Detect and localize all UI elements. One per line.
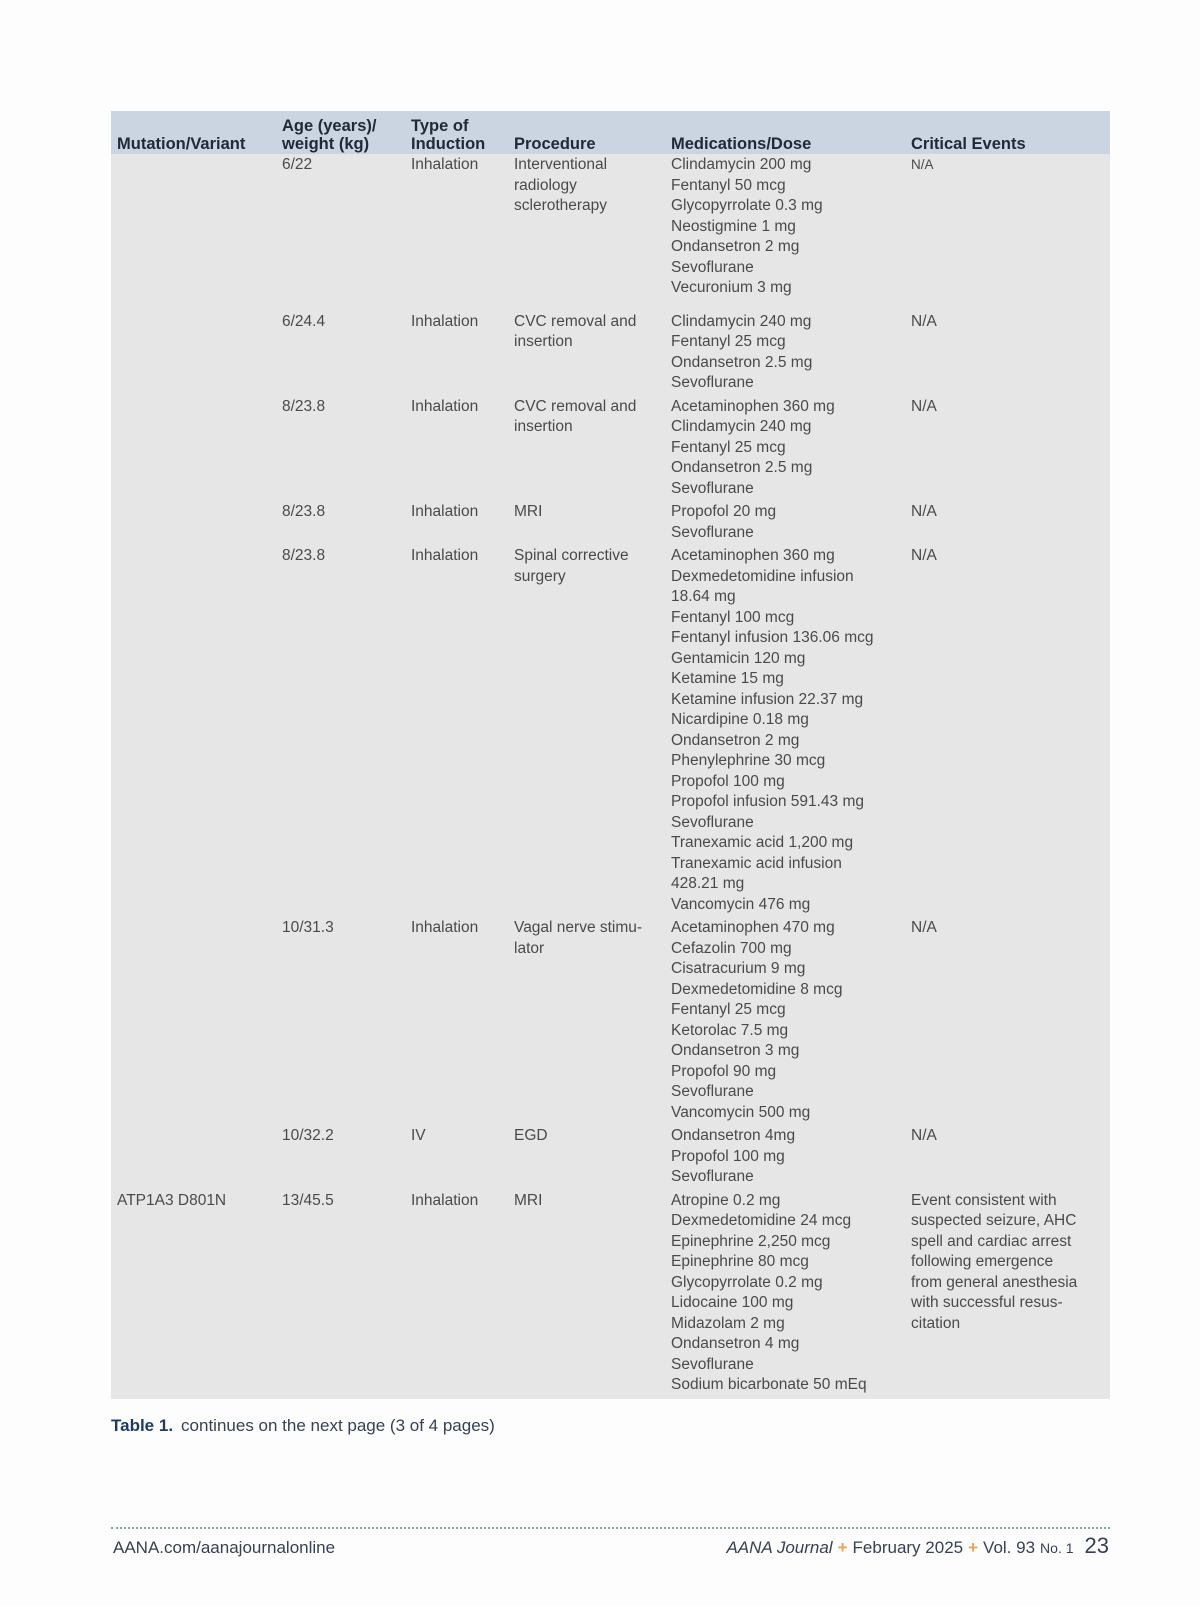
cell-induction: Inhalation (411, 1191, 479, 1209)
header-age-weight: Age (years)/ weight (kg) (276, 111, 405, 154)
footer-journal: AANA Journal (726, 1538, 833, 1557)
table-header-row (111, 111, 1110, 154)
cell-procedure-line: radiology (514, 176, 577, 194)
cell-procedure-line: insertion (514, 418, 573, 435)
cell-procedure-line: MRI (514, 503, 543, 520)
cell-critical-events (905, 396, 1110, 502)
cell-critical-events-line: N/A (911, 503, 937, 520)
cell-induction: Inhalation (411, 503, 479, 520)
cell-medications-line: Ondansetron 2 mg (671, 731, 800, 749)
cell-medications-line: Sevoflurane (671, 523, 754, 541)
cell-medications-line: Sevoflurane (671, 374, 754, 391)
cell-medications-line: Propofol 100 mg (671, 1147, 785, 1165)
cell-age-weight: 6/22 (282, 156, 313, 173)
cell-medications-line: Cisatracurium 9 mg (671, 960, 806, 977)
cell-procedure (508, 396, 665, 502)
cell-procedure (508, 1190, 665, 1399)
cell-medications-line: Ondansetron 3 mg (671, 1042, 800, 1059)
caption-text: continues on the next page (3 of 4 pages) (181, 1416, 495, 1435)
header-medications: Medications/Dose (665, 111, 905, 154)
cell-medications-line: Sevoflurane (671, 1168, 754, 1185)
cell-medications-line: Ketamine 15 mg (671, 670, 784, 687)
cell-medications-line: Fentanyl 25 mcg (671, 438, 786, 456)
cell-procedure-line: Interventional (514, 156, 608, 173)
table-caption (111, 1416, 495, 1436)
cell-medications-line: Ondansetron 2.5 mg (671, 353, 813, 371)
cell-critical-events (905, 917, 1110, 1125)
cell-medications (665, 1125, 905, 1190)
cell-medications-line: Sevoflurane (671, 1083, 754, 1100)
cell-medications-line: Propofol 20 mg (671, 503, 777, 520)
cell-procedure-line: CVC removal and (514, 397, 637, 415)
cell-procedure-line: insertion (514, 333, 573, 350)
cell-medications (665, 154, 905, 311)
footer-issue: No. 1 (1040, 1540, 1074, 1556)
cell-age-weight: 10/32.2 (282, 1127, 334, 1144)
cell-medications-line: Cefazolin 700 mg (671, 939, 792, 957)
cell-medications-line: Ketamine infusion 22.37 mg (671, 690, 864, 708)
cell-medications-line: Acetaminophen 360 mg (671, 547, 835, 564)
cell-medications-line: Sevoflurane (671, 813, 754, 831)
cell-medications-line: Glycopyrrolate 0.3 mg (671, 197, 823, 214)
cell-critical-events-line: spell and cardiac arrest (911, 1232, 1072, 1250)
cell-critical-events-line: from general anesthesia (911, 1273, 1078, 1291)
page-number: 23 (1084, 1533, 1109, 1558)
cell-critical-events-line: suspected seizure, AHC (911, 1212, 1077, 1229)
caption-label: Table 1. (111, 1416, 174, 1435)
cell-medications-line: Ondansetron 4mg (671, 1127, 796, 1144)
cell-medications (665, 311, 905, 396)
cell-mutation (111, 1125, 276, 1190)
cell-medications (665, 1190, 905, 1399)
table-row (111, 154, 1110, 311)
cell-mutation (111, 154, 276, 311)
cell-critical-events-line: N/A (911, 157, 934, 172)
cell-critical-events-line: Event consistent with (911, 1191, 1057, 1209)
cell-age-weight: 10/31.3 (282, 919, 334, 936)
cell-age-weight: 13/45.5 (282, 1191, 334, 1209)
cell-procedure-line: sclerotherapy (514, 197, 608, 214)
cell-medications-line: Atropine 0.2 mg (671, 1191, 781, 1209)
cell-critical-events-line: following emergence (911, 1253, 1054, 1270)
cell-procedure-line: MRI (514, 1191, 543, 1209)
cell-critical-events (905, 154, 1110, 311)
cell-mutation (111, 545, 276, 917)
cell-medications-line: Gentamicin 120 mg (671, 649, 806, 667)
cell-medications-line: Propofol 100 mg (671, 772, 785, 790)
header-mutation: Mutation/Variant (111, 111, 276, 154)
cell-critical-events-line: citation (911, 1314, 961, 1332)
cell-medications-line: Clindamycin 240 mg (671, 418, 812, 435)
footer-date: February 2025 (852, 1538, 964, 1557)
cell-critical-events-line: with successful resus- (911, 1294, 1063, 1311)
cell-critical-events (905, 545, 1110, 917)
cell-medications-line: Propofol infusion 591.43 mg (671, 793, 865, 810)
cell-medications (665, 917, 905, 1125)
cell-procedure-line: lator (514, 939, 545, 957)
cell-medications-line: Epinephrine 2,250 mcg (671, 1232, 831, 1250)
cell-medications-line: Dexmedetomidine 24 mcg (671, 1212, 852, 1229)
cell-medications-line: 428.21 mg (671, 875, 745, 892)
cell-age-weight: 8/23.8 (282, 547, 326, 564)
cell-critical-events-line: N/A (911, 397, 937, 415)
cell-medications-line: Tranexamic acid 1,200 mg (671, 834, 854, 851)
cell-medications-line: Sevoflurane (671, 479, 754, 497)
cell-medications-line: Sevoflurane (671, 258, 754, 276)
data-table-container (111, 111, 1110, 1399)
cell-critical-events-line: N/A (911, 919, 937, 936)
footer-separator-2: + (968, 1538, 979, 1557)
cell-procedure-line: Spinal corrective (514, 547, 629, 564)
cell-medications-line: 18.64 mg (671, 588, 736, 605)
table-row (111, 501, 1110, 545)
cell-medications-line: Vancomycin 500 mg (671, 1103, 811, 1121)
table-body (111, 154, 1110, 1399)
cell-medications-line: Neostigmine 1 mg (671, 217, 796, 235)
cell-medications-line: Sevoflurane (671, 1355, 754, 1373)
cell-procedure (508, 154, 665, 311)
cell-critical-events-line: N/A (911, 547, 937, 564)
cell-critical-events (905, 311, 1110, 396)
cell-critical-events (905, 1125, 1110, 1190)
table-row (111, 1190, 1110, 1399)
anesthesia-table (111, 111, 1110, 1399)
cell-medications-line: Fentanyl 50 mcg (671, 176, 786, 194)
cell-induction: Inhalation (411, 547, 479, 564)
table-row (111, 917, 1110, 1125)
cell-age-weight: 8/23.8 (282, 503, 326, 520)
cell-medications-line: Fentanyl 25 mcg (671, 1001, 786, 1018)
cell-medications-line: Clindamycin 200 mg (671, 156, 812, 173)
cell-medications-line: Vecuronium 3 mg (671, 279, 792, 296)
cell-mutation (111, 501, 276, 545)
cell-procedure (508, 917, 665, 1125)
cell-medications-line: Nicardipine 0.18 mg (671, 711, 809, 728)
header-critical-events: Critical Events (905, 111, 1110, 154)
footer-website: AANA.com/aanajournalonline (113, 1538, 336, 1557)
cell-medications-line: Dexmedetomidine 8 mcg (671, 980, 843, 998)
cell-medications (665, 396, 905, 502)
cell-induction: Inhalation (411, 156, 479, 173)
cell-procedure-line: EGD (514, 1127, 548, 1144)
cell-medications-line: Fentanyl 100 mcg (671, 608, 795, 626)
table-row (111, 1125, 1110, 1190)
cell-critical-events (905, 1190, 1110, 1399)
cell-procedure (508, 1125, 665, 1190)
cell-procedure (508, 545, 665, 917)
cell-procedure (508, 501, 665, 545)
cell-induction: Inhalation (411, 919, 479, 936)
cell-procedure-line: Vagal nerve stimu- (514, 919, 643, 936)
footer-divider (111, 1527, 1110, 1529)
footer-citation (726, 1533, 1109, 1559)
cell-medications (665, 501, 905, 545)
cell-induction: IV (411, 1127, 426, 1144)
cell-medications-line: Fentanyl 25 mcg (671, 333, 786, 350)
cell-medications-line: Acetaminophen 360 mg (671, 397, 835, 415)
cell-medications-line: Ondansetron 2 mg (671, 238, 800, 255)
cell-mutation (111, 917, 276, 1125)
cell-medications-line: Epinephrine 80 mcg (671, 1253, 809, 1270)
cell-medications-line: Vancomycin 476 mg (671, 895, 811, 913)
table-row (111, 311, 1110, 396)
cell-medications-line: Fentanyl infusion 136.06 mcg (671, 629, 874, 646)
header-induction: Type of Induction (405, 111, 508, 154)
cell-procedure-line: surgery (514, 567, 566, 585)
cell-critical-events (905, 501, 1110, 545)
cell-age-weight: 6/24.4 (282, 312, 326, 330)
cell-medications-line: Acetaminophen 470 mg (671, 919, 835, 936)
cell-critical-events-line: N/A (911, 1127, 937, 1144)
cell-medications-line: Tranexamic acid infusion (671, 854, 842, 872)
cell-medications-line: Ketorolac 7.5 mg (671, 1021, 789, 1039)
cell-procedure-line: CVC removal and (514, 312, 637, 330)
cell-mutation: ATP1A3 D801N (117, 1191, 227, 1209)
footer-volume: Vol. 93 (983, 1538, 1036, 1557)
cell-medications-line: Lidocaine 100 mg (671, 1294, 794, 1311)
cell-medications-line: Propofol 90 mg (671, 1062, 777, 1080)
cell-critical-events-line: N/A (911, 312, 937, 330)
cell-medications-line: Sodium bicarbonate 50 mEq (671, 1376, 867, 1393)
cell-medications-line: Dexmedetomidine infusion (671, 567, 854, 585)
cell-medications-line: Midazolam 2 mg (671, 1314, 785, 1332)
cell-medications-line: Phenylephrine 30 mcg (671, 752, 826, 769)
cell-medications-line: Ondansetron 4 mg (671, 1335, 800, 1352)
table-row (111, 545, 1110, 917)
cell-induction: Inhalation (411, 312, 479, 330)
header-procedure: Procedure (508, 111, 665, 154)
cell-induction: Inhalation (411, 397, 479, 415)
cell-mutation (111, 396, 276, 502)
cell-medications-line: Glycopyrrolate 0.2 mg (671, 1273, 823, 1291)
table-row (111, 396, 1110, 502)
cell-medications (665, 545, 905, 917)
cell-medications-line: Ondansetron 2.5 mg (671, 459, 813, 476)
footer-separator-1: + (837, 1538, 848, 1557)
cell-medications-line: Clindamycin 240 mg (671, 312, 812, 330)
cell-procedure (508, 311, 665, 396)
cell-mutation (111, 311, 276, 396)
cell-age-weight: 8/23.8 (282, 397, 326, 415)
